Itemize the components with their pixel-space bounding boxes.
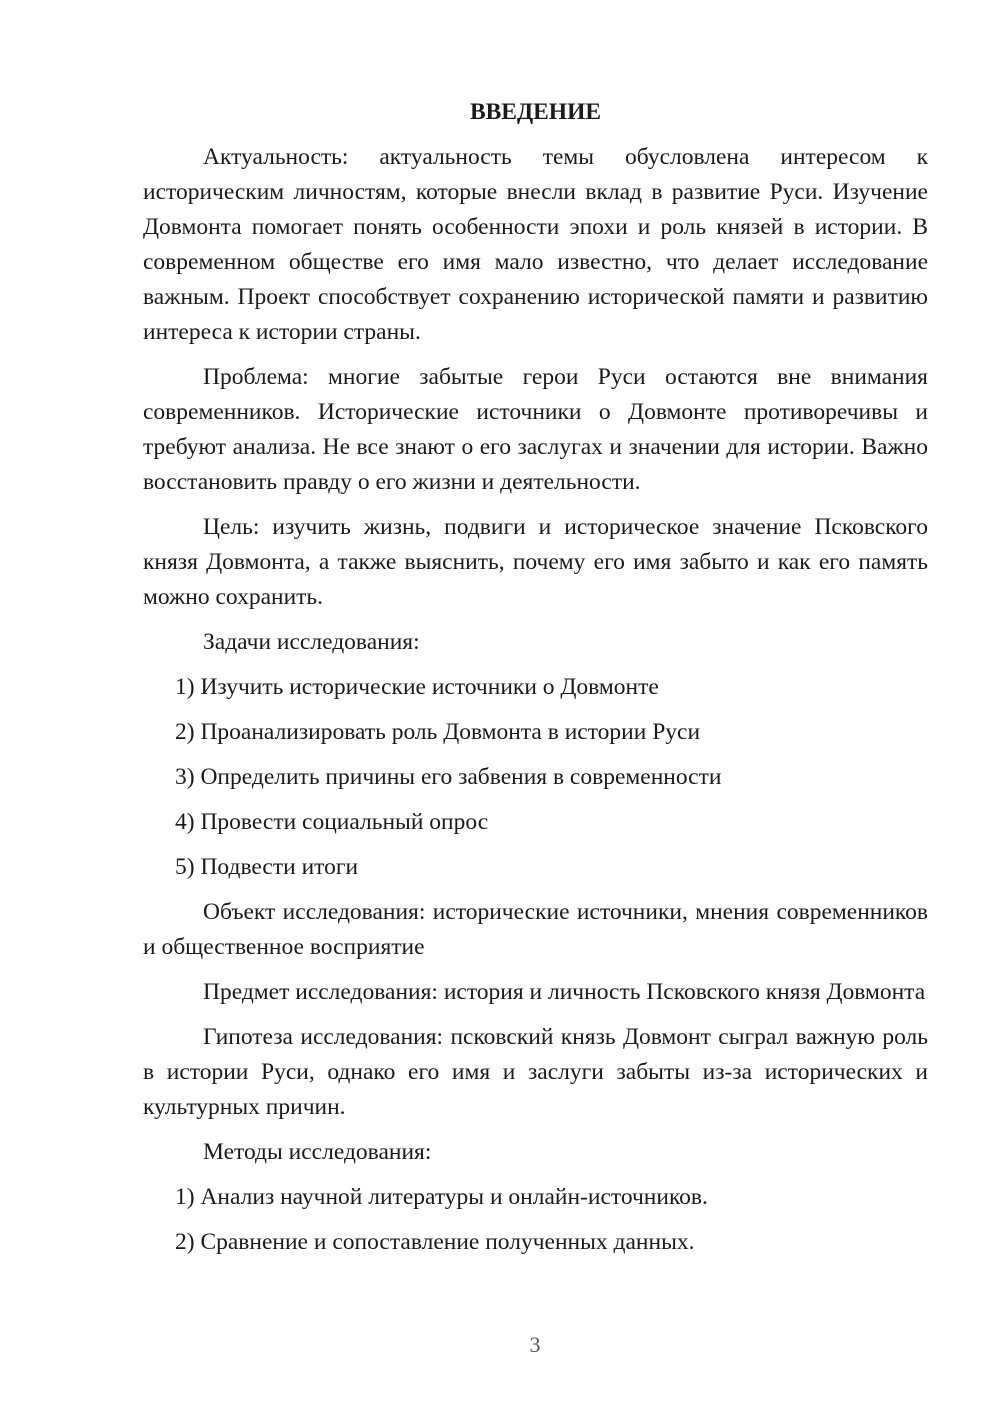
method-item: 2) Сравнение и сопоставление полученных данных.	[175, 1229, 695, 1255]
object-paragraph: Объект исследования: исторические источники, мнения современников и общественное восприятие	[143, 899, 928, 960]
methods-heading: Методы исследования:	[203, 1139, 432, 1165]
methods-list	[143, 1180, 928, 1260]
hypothesis-paragraph: Гипотеза исследования: псковский князь Довмонт сыграл важную роль в истории Руси, однако его имя и заслуги забыты из-за исторических и культурных причин.	[143, 1024, 928, 1120]
task-item: 1) Изучить исторические источники о Довмонте	[175, 674, 659, 700]
task-item: 4) Провести социальный опрос	[175, 809, 489, 835]
task-item: 3) Определить причины его забвения в современности	[175, 764, 722, 790]
task-item: 2) Проанализировать роль Довмонта в истории Руси	[175, 719, 701, 745]
section-heading: ВВЕДЕНИЕ	[469, 99, 602, 125]
tasks-list	[143, 670, 928, 885]
page-body	[143, 95, 928, 1270]
subject-paragraph: Предмет исследования: история и личность Псковского князя Довмонта	[203, 979, 926, 1005]
goal-paragraph: Цель: изучить жизнь, подвиги и историческое значение Псковского князя Довмонта, а также выяснить, почему его имя забыто и как его память можно сохранить.	[143, 514, 928, 610]
relevance-paragraph: Актуальность: актуальность темы обусловлена интересом к историческим личностям, которые внесли вклад в развитие Руси. Изучение Довмонта помогает понять особенности эпохи и роль князей в истории. В современном обществе его имя мало известно, что делает исследование важным. Проект способствует сохранению исторической памяти и развитию интереса к истории страны.	[143, 144, 928, 345]
task-item: 5) Подвести итоги	[175, 854, 359, 880]
problem-paragraph: Проблема: многие забытые герои Руси остаются вне внимания современников. Исторические источники о Довмонте противоречивы и требуют анализа. Не все знают о его заслугах и значении для истории. Важно восстановить правду о его жизни и деятельности.	[143, 364, 928, 495]
method-item: 1) Анализ научной литературы и онлайн-источников.	[175, 1184, 708, 1210]
tasks-heading: Задачи исследования:	[203, 629, 420, 655]
page-number: 3	[529, 1332, 541, 1357]
